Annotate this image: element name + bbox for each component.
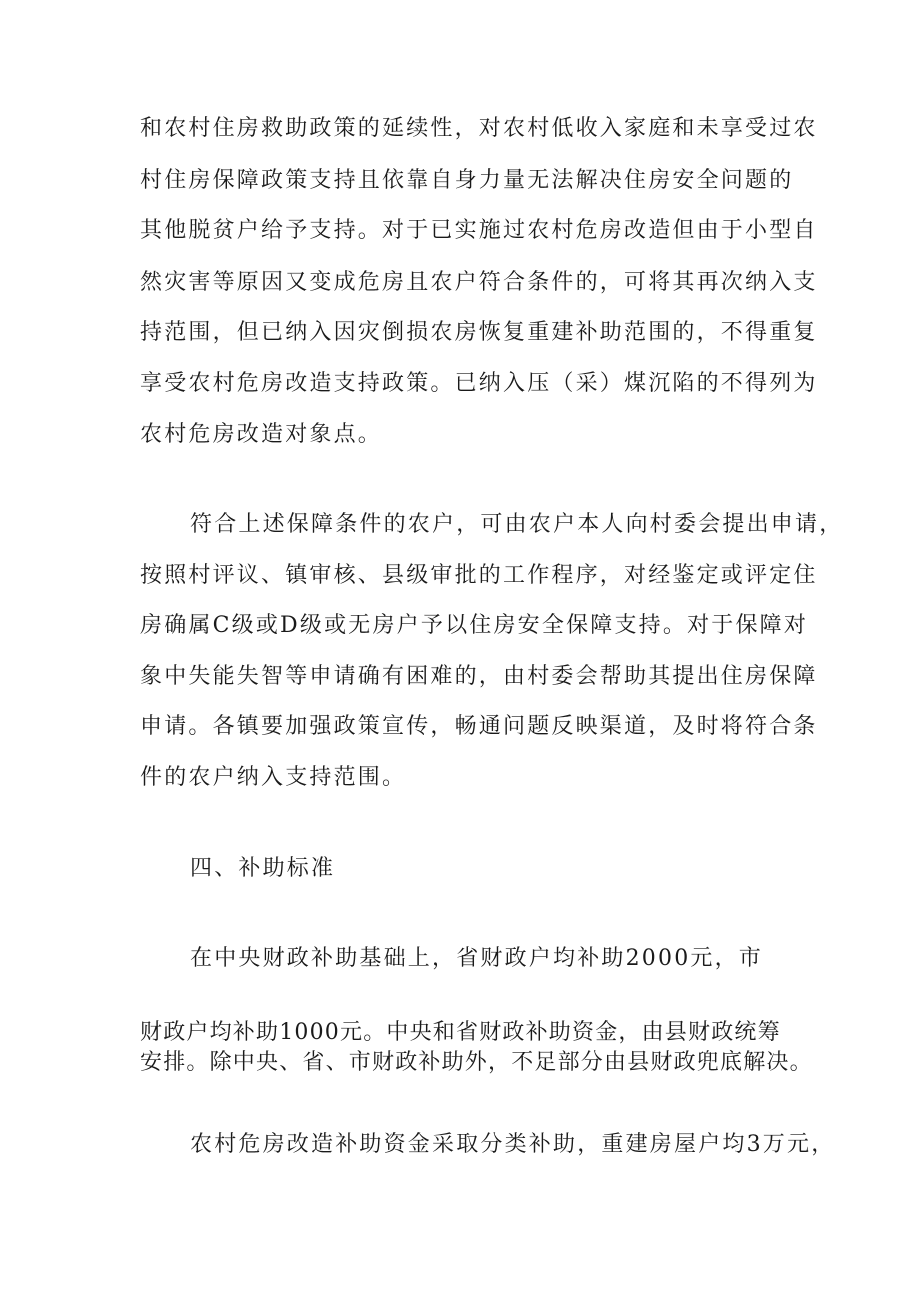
text-line: 然灾害等原因又变成危房且农户符合条件的，可将其再次纳入支 xyxy=(140,270,818,295)
text-line: 房确属C级或D级或无房户予以住房安全保障支持。对于保障对 xyxy=(140,613,809,638)
text-line: 持范围，但已纳入因灾倒损农房恢复重建补助范围的，不得重复 xyxy=(140,320,818,345)
text-line: 财政户均补助1000元。中央和省财政补助资金，由县财政统筹 xyxy=(140,1020,781,1045)
text-line: 安排。除中央、省、市财政补助外，不足部分由县财政兜底解决。 xyxy=(140,1050,813,1075)
section-heading: 四、补助标准 xyxy=(190,856,336,881)
text-line: 符合上述保障条件的农户，可由农户本人向村委会提出申请， xyxy=(190,512,844,537)
text-line: 其他脱贫户给予支持。对于已实施过农村危房改造但由于小型自 xyxy=(140,218,818,243)
text-line: 村住房保障政策支持且依靠自身力量无法解决住房安全问题的 xyxy=(140,168,794,193)
text-line: 在中央财政补助基础上，省财政户均补助2000元，市 xyxy=(190,946,763,971)
text-line: 和农村住房救助政策的延续性，对农村低收入家庭和未享受过农 xyxy=(140,116,818,141)
text-line: 农村危房改造补助资金采取分类补助，重建房屋户均3万元， xyxy=(190,1132,836,1157)
text-line: 申请。各镇要加强政策宣传，畅通问题反映渠道，及时将符合条 xyxy=(140,714,818,739)
text-line: 享受农村危房改造支持政策。已纳入压（采）煤沉陷的不得列为 xyxy=(140,371,818,396)
text-line: 农村危房改造对象点。 xyxy=(140,422,383,447)
text-line: 按照村评议、镇审核、县级审批的工作程序，对经鉴定或评定住 xyxy=(140,563,818,588)
text-line: 件的农户纳入支持范围。 xyxy=(140,765,407,790)
text-line: 象中失能失智等申请确有困难的，由村委会帮助其提出住房保障 xyxy=(140,664,818,689)
